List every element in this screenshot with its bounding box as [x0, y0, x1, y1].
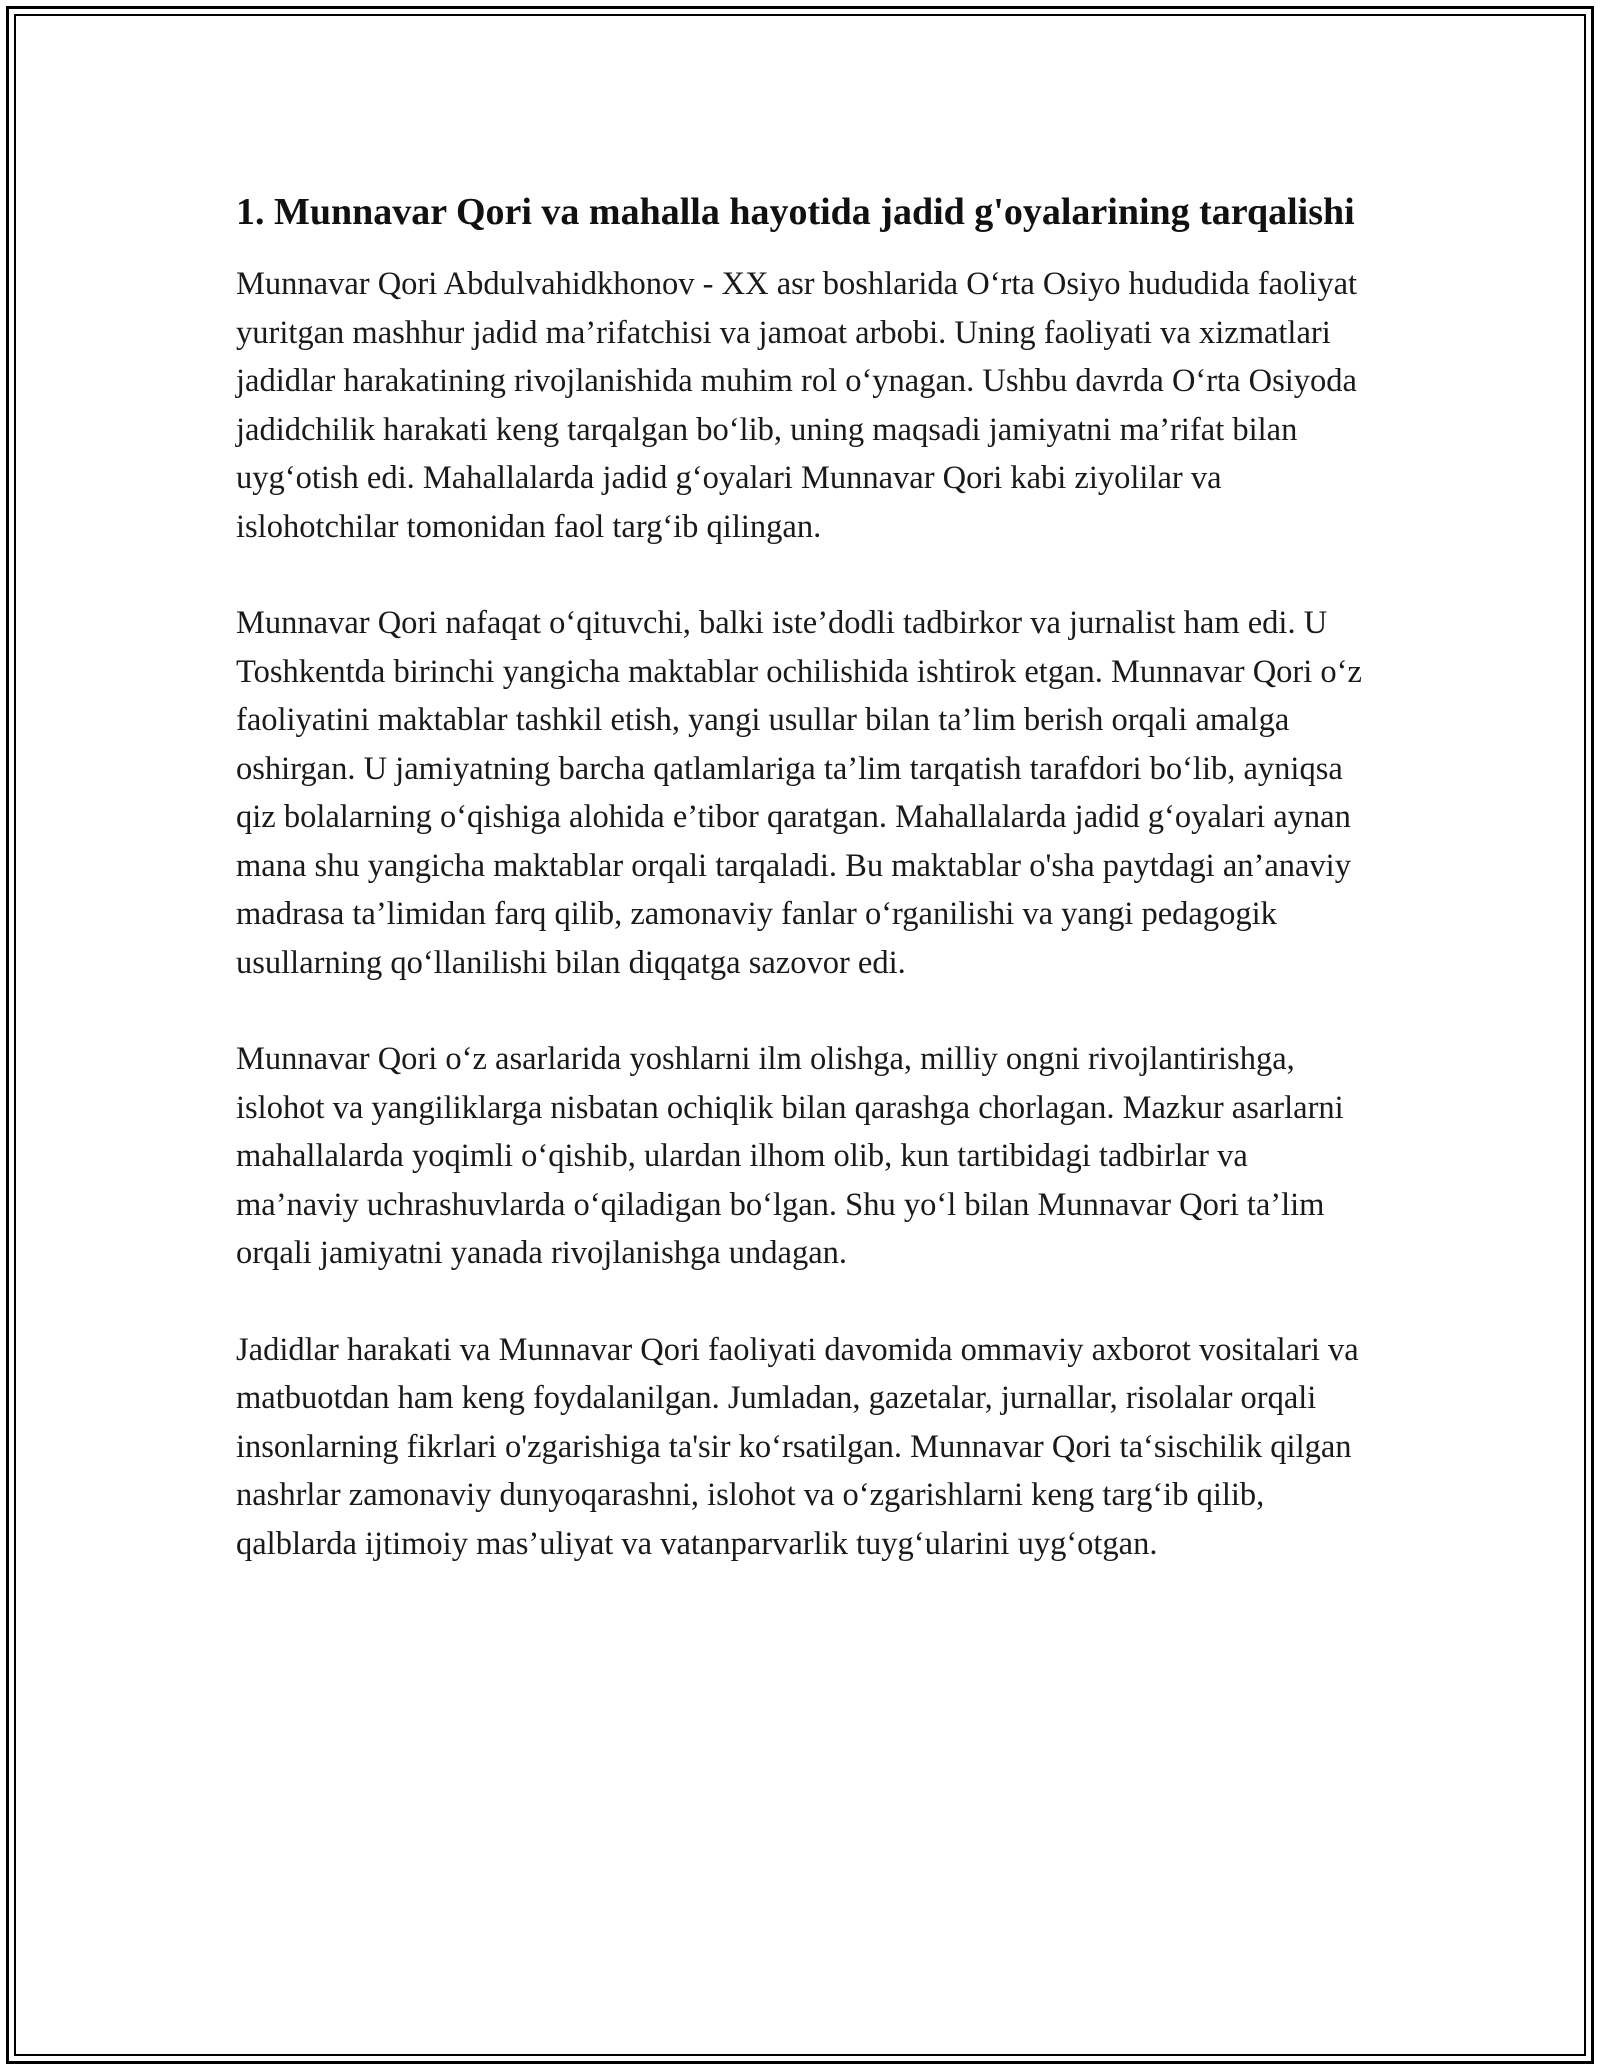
paragraph-3: Munnavar Qori o‘z asarlarida yoshlarni ilm olishga, milliy ongni rivojlantirishga, islohot va yangiliklarga nisbatan ochiqlik bilan qarashga chorlagan. Mazkur asarlarni mahallalarda yoqimli o‘qishib, ulardan ilhom olib, kun tartibidagi tadbirlar va ma’naviy uchrashuvlarda o‘qiladigan bo‘lgan. Shu yo‘l bilan Munnavar Qori ta’lim orqali jamiyatni yanada rivojlanishga undagan. [236, 1041, 1344, 1271]
paragraph-2: Munnavar Qori nafaqat o‘qituvchi, balki iste’dodli tadbirkor va jurnalist ham edi. U Toshkentda birinchi yangicha maktablar ochilishida ishtirok etgan. Munnavar Qori o‘z faoliyatini maktablar tashkil etish, yangi usullar bilan ta’lim berish orqali amalga oshirgan. U jamiyatning barcha qatlamlariga ta’lim tarqatish tarafdori bo‘lib, ayniqsa qiz bolalarning o‘qishiga alohida e’tibor qaratgan. Mahallalarda jadid g‘oyalari aynan mana shu yangicha maktablar orqali tarqaladi. Bu maktablar o'sha paytdagi an’anaviy madrasa ta’limidan farq qilib, zamonaviy fanlar o‘rganilishi va yangi pedagogik usullarning qo‘llanilishi bilan diqqatga sazovor edi. [236, 605, 1362, 981]
document-body [236, 184, 1366, 1616]
paragraph-1: Munnavar Qori Abdulvahidkhonov - XX asr boshlarida O‘rta Osiyo hududida faoliyat yuritgan mashhur jadid ma’rifatchisi va jamoat arbobi. Uning faoliyati va xizmatlari jadidlar harakatining rivojlanishida muhim rol o‘ynagan. Ushbu davrda O‘rta Osiyoda jadidchilik harakati keng tarqalgan bo‘lib, uning maqsadi jamiyatni ma’rifat bilan uyg‘otish edi. Mahallalarda jadid g‘oyalari Munnavar Qori kabi ziyolilar va islohotchilar tomonidan faol targ‘ib qilingan. [236, 266, 1358, 545]
section-heading: 1. Munnavar Qori va mahalla hayotida jadid g'oyalarining tarqalishi [236, 191, 1355, 233]
paragraph-4: Jadidlar harakati va Munnavar Qori faoliyati davomida ommaviy axborot vositalari va matbuotdan ham keng foydalanilgan. Jumladan, gazetalar, jurnallar, risolalar orqali insonlarning fikrlari o'zgarishiga ta'sir ko‘rsatilgan. Munnavar Qori ta‘sischilik qilgan nashrlar zamonaviy dunyoqarashni, islohot va o‘zgarishlarni keng targ‘ib qilib, qalblarda ijtimoiy mas’uliyat va vatanparvarlik tuyg‘ularini uyg‘otgan. [236, 1331, 1359, 1562]
